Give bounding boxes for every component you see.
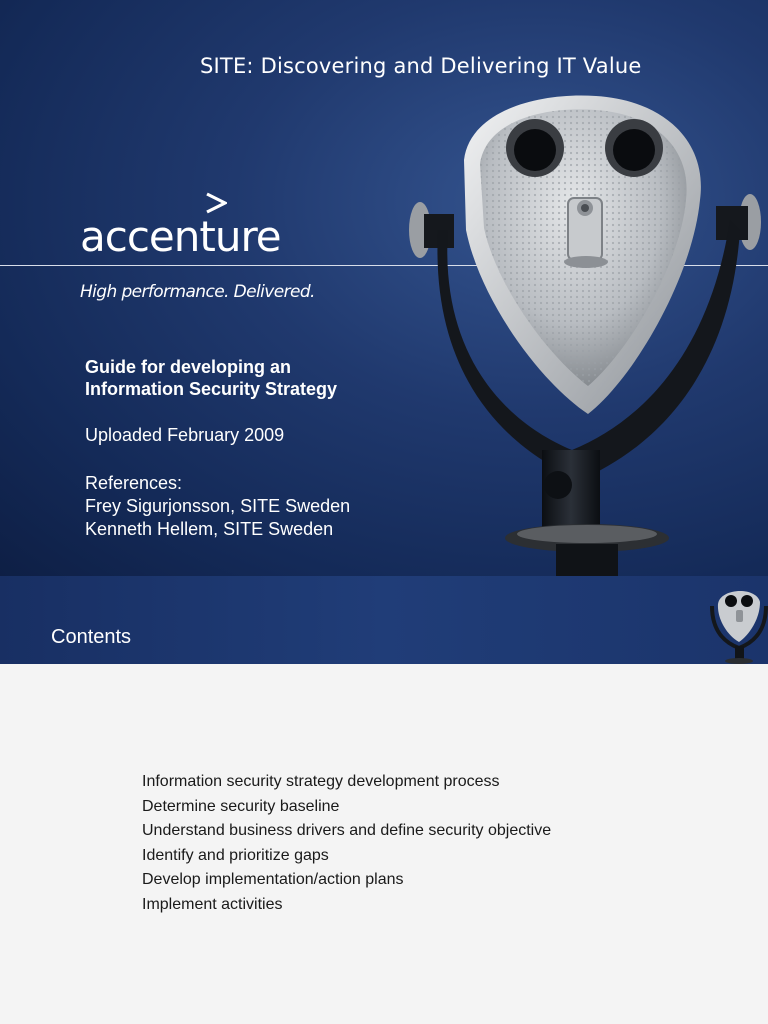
- site-header-title: SITE: Discovering and Delivering IT Value: [200, 54, 642, 78]
- logo-tagline: High performance. Delivered.: [80, 282, 315, 302]
- reference-item: Kenneth Hellem, SITE Sweden: [85, 519, 334, 539]
- upload-date: Uploaded February 2009: [85, 425, 285, 445]
- binocular-viewer-image: [400, 90, 768, 576]
- accenture-logo-wordmark: accenture: [80, 212, 281, 261]
- contents-item: Information security strategy development process: [142, 773, 500, 790]
- contents-item: Identify and prioritize gaps: [142, 846, 329, 864]
- reference-item: Frey Sigurjonsson, SITE Sweden: [85, 496, 351, 516]
- guide-title: [85, 356, 415, 400]
- binocular-viewer-thumbnail-icon: [708, 584, 768, 664]
- references-block: [85, 472, 350, 541]
- contents-header-band: [0, 576, 768, 664]
- references-label: References:: [85, 473, 183, 493]
- contents-item: Implement activities: [142, 895, 283, 913]
- contents-item: Understand business drivers and define security objective: [142, 822, 552, 839]
- contents-item: Develop implementation/action plans: [142, 871, 404, 888]
- contents-title: Contents: [51, 626, 132, 648]
- contents-item: Determine security baseline: [142, 797, 340, 815]
- guide-title-line-2: Information Security Strategy: [85, 379, 338, 399]
- accenture-chevron-icon: [205, 192, 227, 214]
- contents-list: [142, 770, 551, 917]
- contents-body: [0, 664, 768, 1024]
- guide-title-line-1: Guide for developing an: [85, 357, 292, 377]
